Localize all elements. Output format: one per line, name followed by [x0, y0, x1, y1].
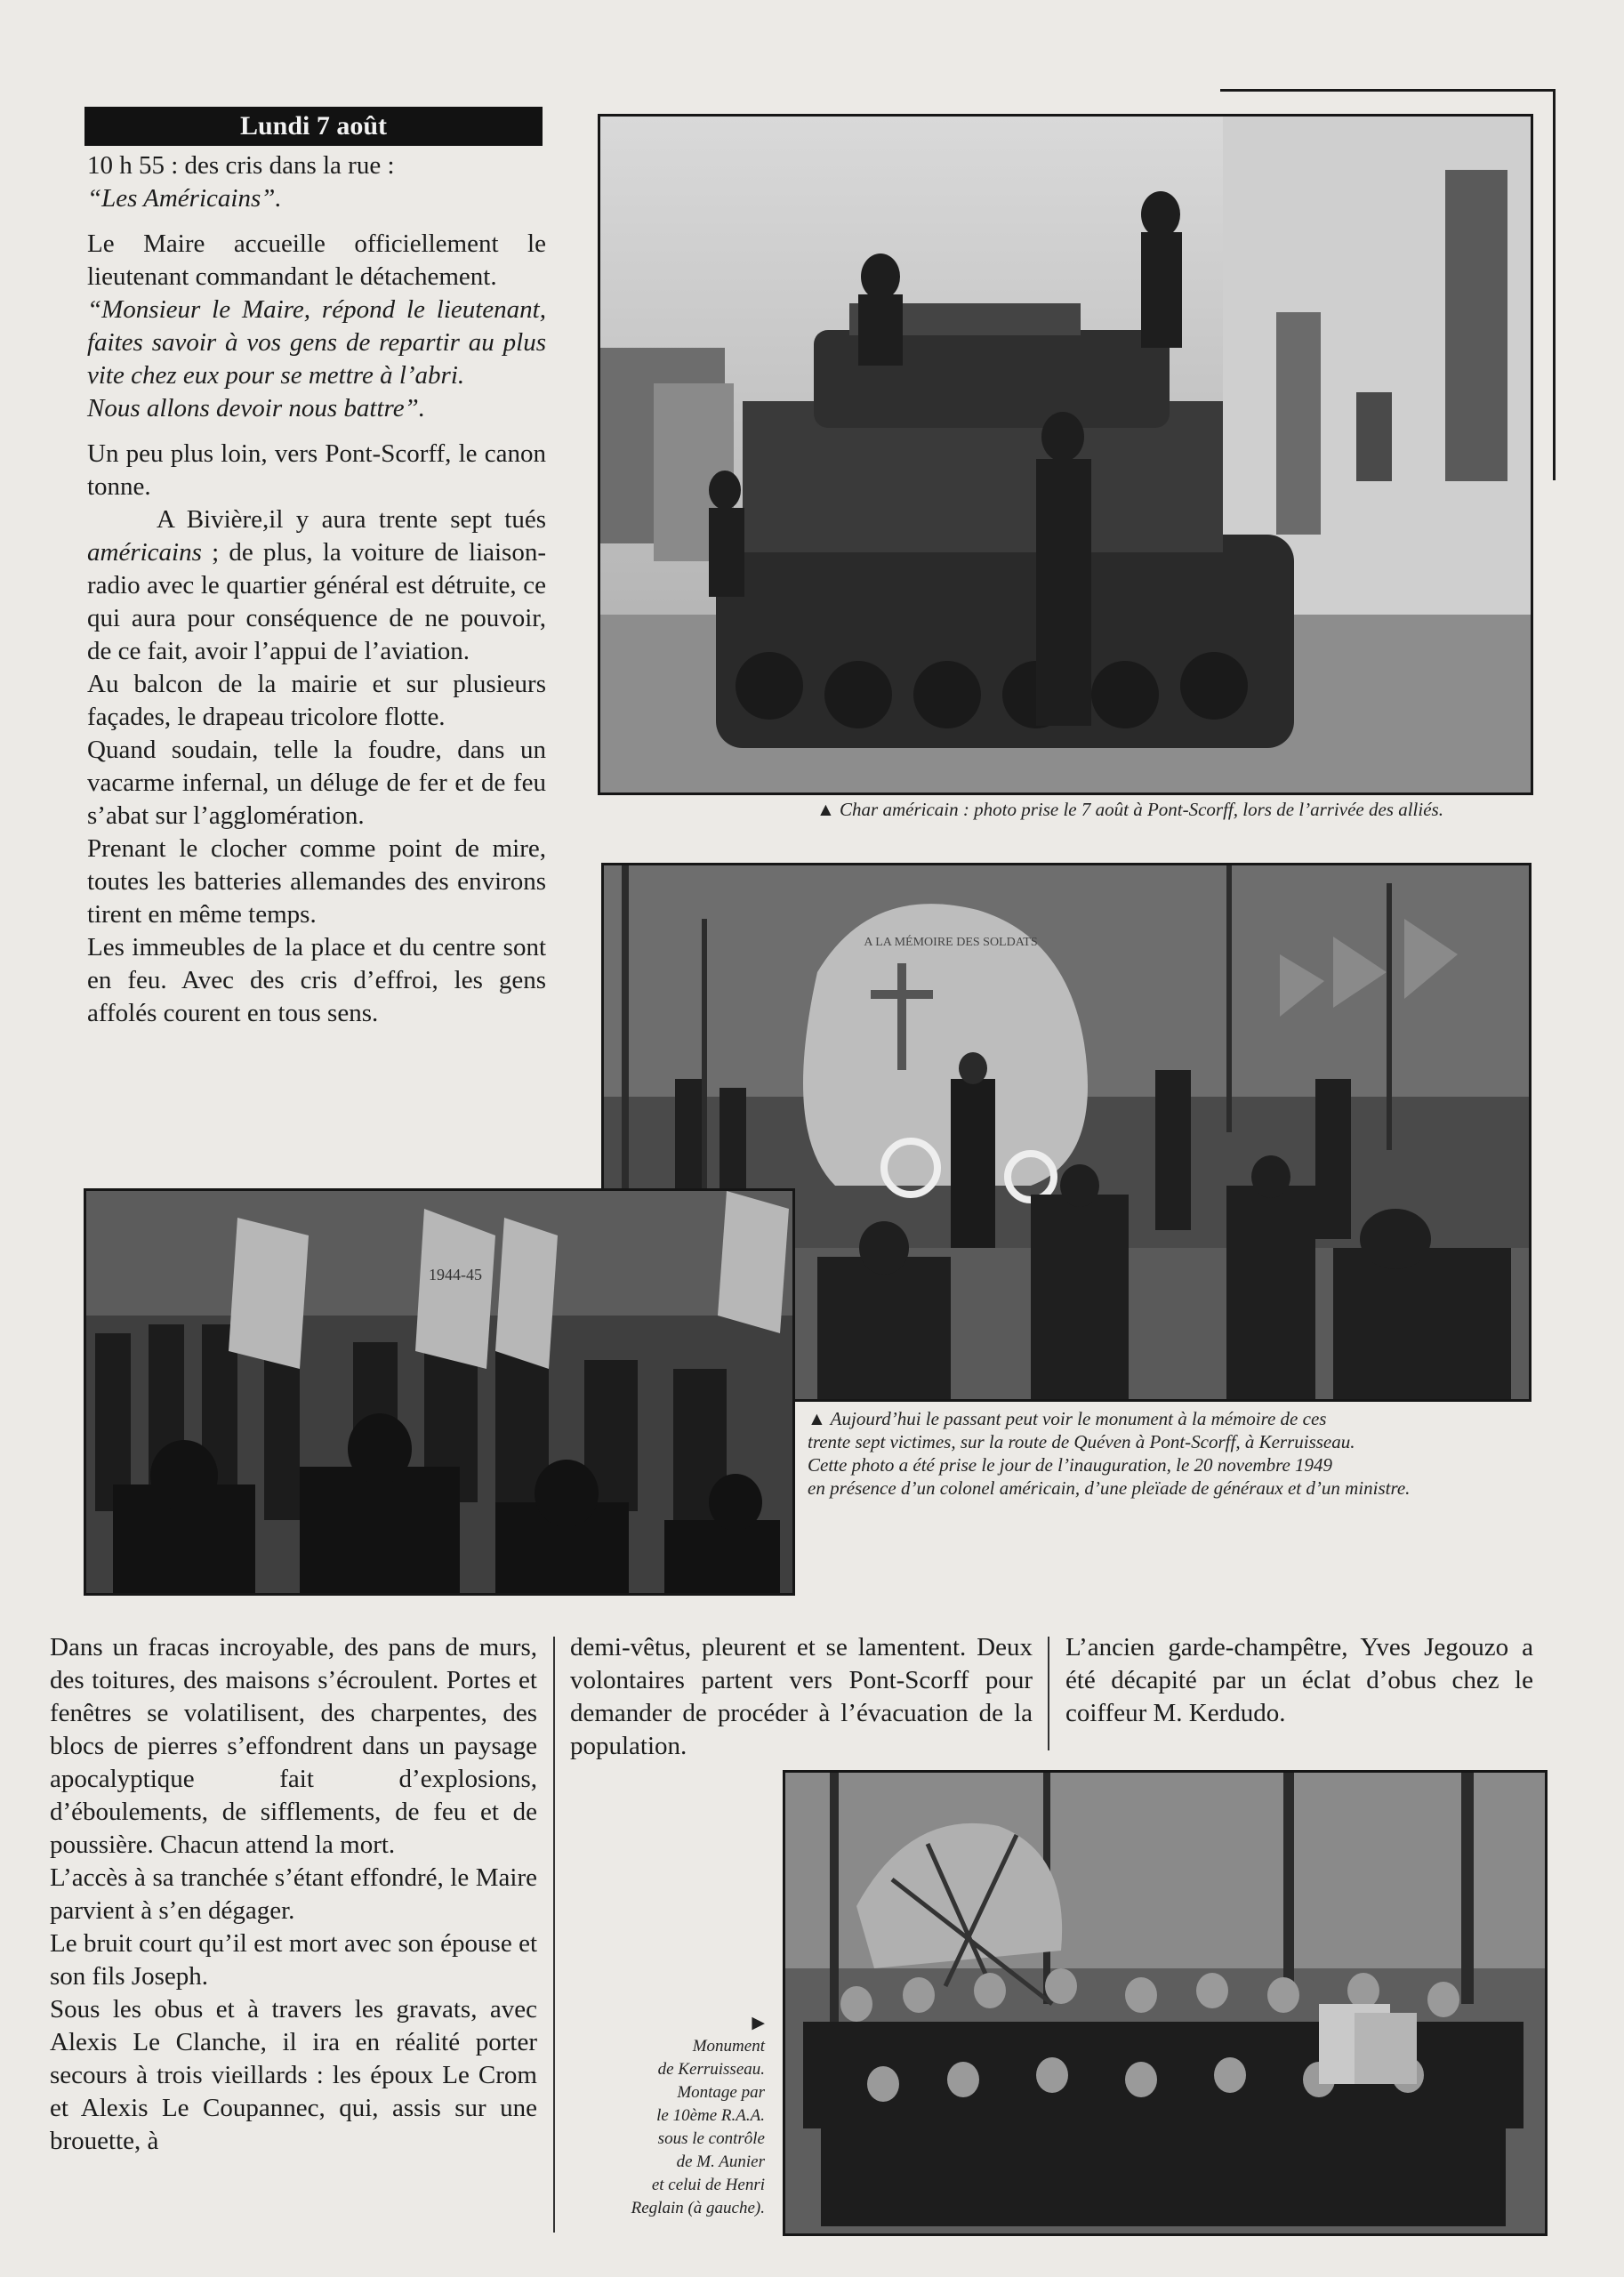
caption-line: Cette photo a été prise le jour de l’inauguration, le 20 novembre 1949 [808, 1454, 1333, 1476]
crowd-illustration [86, 1191, 792, 1593]
paragraph: Sous les obus et à travers les gravats, avec Alexis Le Clanche, il ira en réalité porter secours à trois vieillards : les époux Le Crom et Alexis Le Coupannec, qui, assis sur une brouette, à [50, 1995, 537, 2155]
flag-text: 1944-45 [429, 1266, 482, 1283]
caption-text: Char américain : photo prise le 7 août à Pont-Scorff, lors de l’arrivée des alliés. [840, 799, 1443, 820]
bottom-right-column [1065, 1631, 1533, 1730]
text-run-italic: américains [87, 538, 202, 567]
caption-line [808, 1407, 1537, 1430]
corner-rule-vertical [1553, 89, 1556, 480]
column-divider [553, 1637, 555, 2233]
paragraph: Dans un fracas incroyable, des pans de murs, des toitures, des maisons s’écroulent. Portes et fenêtres se volatilisent, des charpentes, des blocs de pierres s’effondrent dans un paysage apocalyptique fait d’explosions, d’éboulements, de sifflements, de feu et de poussière. Chacun attend la mort. [50, 1633, 537, 1859]
paragraph: Le bruit court qu’il est mort avec son épouse et son fils Joseph. [50, 1929, 537, 1991]
caption-construction [578, 2012, 765, 2220]
caption-marker: ▶ [752, 2014, 765, 2032]
intro-time: 10 h 55 : des cris dans la rue : [87, 151, 395, 180]
caption-line: et celui de Henri [651, 2176, 765, 2194]
paragraph: L’accès à sa tranchée s’étant effondré, le Maire parvient à s’en dégager. [50, 1863, 537, 1925]
caption-marker: ▲ [816, 799, 835, 820]
tank-illustration [600, 117, 1531, 793]
photo-monument-construction [783, 1770, 1548, 2236]
caption-line: Reglain (à gauche). [631, 2199, 765, 2217]
caption-line: Monument [692, 2037, 765, 2056]
stone-inscription: A LA MÉMOIRE DES SOLDATS [864, 936, 1038, 949]
caption-text: Aujourd’hui le passant peut voir le monument à la mémoire de ces [830, 1408, 1327, 1429]
bottom-left-column [50, 1631, 537, 2158]
bottom-middle-column [570, 1631, 1033, 1763]
caption-monument [808, 1407, 1537, 1500]
caption-line: en présence d’un colonel américain, d’une pleïade de généraux et d’un ministre. [808, 1477, 1411, 1499]
quote-paragraph: Nous allons devoir nous battre”. [87, 394, 425, 422]
paragraph: Au balcon de la mairie et sur plusieurs façades, le drapeau tricolore flotte. [87, 670, 546, 731]
paragraph: Les immeubles de la place et du centre sont en feu. Avec des cris d’effroi, les gens affolés courent en tous sens. [87, 933, 546, 1027]
caption-line: sous le contrôle [657, 2129, 765, 2148]
paragraph: Un peu plus loin, vers Pont-Scorff, le canon tonne. [87, 439, 546, 501]
caption-marker: ▲ [808, 1408, 826, 1429]
photo-crowd-flags [84, 1188, 795, 1596]
column-divider [1048, 1637, 1049, 1750]
section-heading: Lundi 7 août [84, 107, 543, 146]
paragraph: L’ancien garde-champêtre, Yves Jegouzo a été décapité par un éclat d’obus chez le coiffeur M. Kerdudo. [1065, 1633, 1533, 1727]
paragraph: demi-vêtus, pleurent et se lamentent. Deux volontaires partent vers Pont-Scorff pour demander de procéder à l’évacuation de la population. [570, 1633, 1033, 1760]
caption-line: de Kerruisseau. [657, 2060, 765, 2079]
left-column [87, 149, 546, 1030]
corner-rule-horizontal [1220, 89, 1555, 92]
caption-tank [816, 798, 1528, 821]
text-run: A Bivière,il y aura trente sept tués [157, 505, 546, 534]
caption-line: de M. Aunier [676, 2152, 765, 2171]
photo-tank [598, 114, 1533, 795]
text-run: ; de plus, la voiture de liaison-radio avec le quartier général est détruite, ce qui aura pour conséquence de ne pouvoir, de ce fait, avoir l’appui de l’aviation. [87, 538, 546, 665]
quote-paragraph: “Monsieur le Maire, répond le lieutenant, faites savoir à vos gens de repartir au plus vite chez eux pour se mettre à l’abri. [87, 295, 546, 390]
paragraph: Le Maire accueille officiellement le lieutenant commandant le détachement. [87, 229, 546, 291]
caption-line: Montage par [677, 2083, 765, 2102]
caption-line: le 10ème R.A.A. [656, 2106, 765, 2125]
intro-quote: “Les Américains”. [87, 184, 282, 213]
paragraph [87, 503, 546, 668]
paragraph: Prenant le clocher comme point de mire, toutes les batteries allemandes des environs tirent en même temps. [87, 834, 546, 929]
caption-line: trente sept victimes, sur la route de Quéven à Pont-Scorff, à Kerruisseau. [808, 1431, 1355, 1452]
paragraph: Quand soudain, telle la foudre, dans un vacarme infernal, un déluge de fer et de feu s’abat sur l’agglomération. [87, 736, 546, 830]
soldiers-illustration [785, 1773, 1545, 2233]
